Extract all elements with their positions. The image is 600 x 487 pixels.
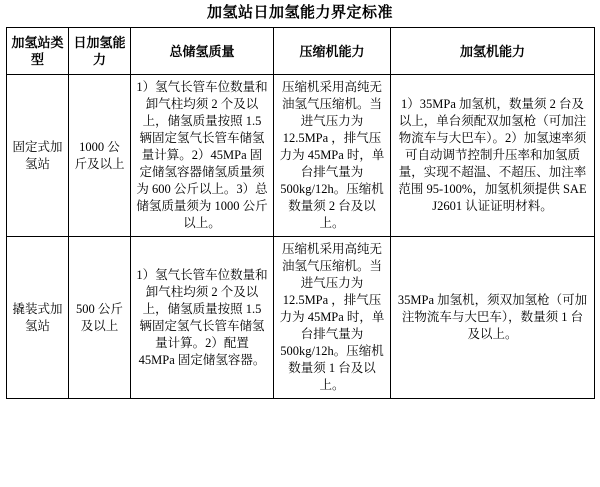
cell-total-storage: 1）氢气长管车位数量和卸气柱均须 2 个及以上，储氢质量按照 1.5 辆固定氢气长管车储氢量计算。2）45MPa 固定储氢容器储氢质量须为 600 公斤以上。3）总储氢质量须为 1000 公斤以上。 (131, 75, 274, 237)
column-header-total-storage: 总储氢质量 (131, 28, 274, 75)
cell-total-storage: 1）氢气长管车位数量和卸气柱均须 2 个及以上，储氢质量按照 1.5 辆固定氢气长管车储氢量计算。2）配置 45MPa 固定储氢容器。 (131, 237, 274, 399)
cell-daily-capacity: 1000 公斤及以上 (69, 75, 131, 237)
column-header-compressor-capability: 压缩机能力 (274, 28, 391, 75)
table-body (7, 75, 595, 399)
page-title: 加氢站日加氢能力界定标准 (206, 5, 393, 21)
column-header-station-type: 加氢站类型 (7, 28, 69, 75)
table-header-row (7, 28, 595, 75)
cell-station-type: 固定式加氢站 (7, 75, 69, 237)
table-header (7, 28, 595, 75)
cell-daily-capacity: 500 公斤及以上 (69, 237, 131, 399)
cell-compressor-capability: 压缩机采用高纯无油氢气压缩机。当进气压力为 12.5MPa ，排气压力为 45MPa 时，单台排气量为 500kg/12h。压缩机数量须 2 台及以上。 (274, 75, 391, 237)
cell-dispenser-capability: 35MPa 加氢机，须双加氢枪（可加注物流车与大巴车），数量须 1 台及以上。 (391, 237, 595, 399)
column-header-daily-capacity: 日加氢能力 (69, 28, 131, 75)
table-row (7, 237, 595, 399)
column-header-dispenser-capability: 加氢机能力 (391, 28, 595, 75)
cell-compressor-capability: 压缩机采用高纯无油氢气压缩机。当进气压力为 12.5MPa ，排气压力为 45MPa 时，单台排气量为 500kg/12h。压缩机数量须 1 台及以上。 (274, 237, 391, 399)
hydrogen-station-standard-table (6, 27, 595, 399)
table-row (7, 75, 595, 237)
cell-station-type: 撬装式加氢站 (7, 237, 69, 399)
cell-dispenser-capability: 1）35MPa 加氢机，数量须 2 台及以上，单台须配双加氢枪（可加注物流车与大巴车）。2）加氢速率须可自动调节控制升压率和加氢质量，实现不超温、不超压、加注率范围 95-100%，加氢机须提供 SAE J2601 认证证明材料。 (391, 75, 595, 237)
